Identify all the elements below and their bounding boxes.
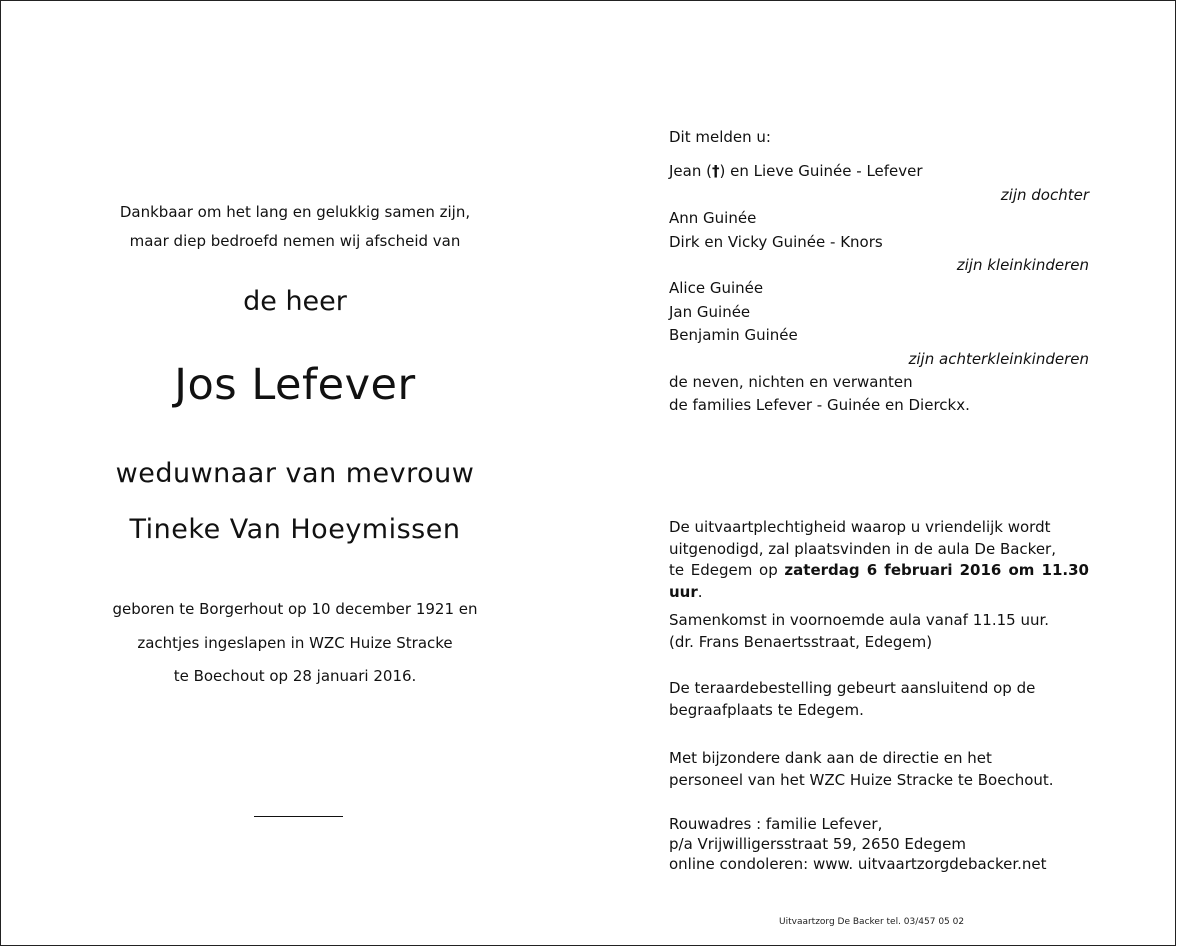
divider-line xyxy=(254,816,343,817)
ceremony-line: De uitvaartplechtigheid waarop u vriendelijk wordt xyxy=(669,518,1051,536)
daughter-line: Jean (†) en Lieve Guinée - Lefever xyxy=(669,162,923,181)
burial-line: De teraardebestelling gebeurt aansluitend op de xyxy=(669,679,1036,697)
birth-line: zachtjes ingeslapen in WZC Huize Stracke xyxy=(137,633,453,652)
intro-line: maar diep bedroefd nemen wij afscheid van xyxy=(129,232,461,250)
ceremony-line: uitgenodigd, zal plaatsvinden in de aula De Backer, xyxy=(669,539,1056,558)
family-line: de neven, nichten en verwanten xyxy=(669,372,913,391)
salutation: de heer xyxy=(243,286,347,317)
intro-text xyxy=(60,198,530,256)
burial-line: begraafplaats te Edegem. xyxy=(669,700,864,719)
family-list xyxy=(669,126,1089,418)
grandchild-name: Dirk en Vicky Guinée - Knors xyxy=(669,232,883,251)
relation-daughter: zijn dochter xyxy=(1000,185,1089,204)
thanks-line: personeel van het WZC Huize Stracke te Boechout. xyxy=(669,770,1054,789)
widow-of: weduwnaar van mevrouw xyxy=(115,458,475,489)
thanks-paragraph xyxy=(669,748,1089,791)
intro-line: Dankbaar om het lang en gelukkig samen zijn, xyxy=(119,203,471,221)
birth-line: te Boechout op 28 januari 2016. xyxy=(173,667,417,685)
gathering-line: (dr. Frans Benaertsstraat, Edegem) xyxy=(669,632,933,651)
cross-icon: † xyxy=(711,162,720,181)
grandchild-name: Ann Guinée xyxy=(669,209,757,228)
great-grandchild-name: Benjamin Guinée xyxy=(669,326,798,345)
footer-text: Uitvaartzorg De Backer tel. 03/457 05 02 xyxy=(779,917,965,927)
great-grandchild-name: Jan Guinée xyxy=(669,302,751,321)
gathering-paragraph xyxy=(669,610,1089,653)
address-line: Rouwadres : familie Lefever, xyxy=(669,815,883,833)
birth-line: geboren te Borgerhout op 10 december 1921 en xyxy=(112,600,478,618)
deceased-name: Jos Lefever xyxy=(174,360,416,410)
address-line: online condoleren: www. uitvaartzorgdebacker.net xyxy=(669,855,1047,873)
spouse-name: Tineke Van Hoeymissen xyxy=(129,514,461,545)
announce-text: Dit melden u: xyxy=(669,128,771,146)
relation-great-grandchildren: zijn achterkleinkinderen xyxy=(908,349,1089,368)
burial-paragraph xyxy=(669,678,1089,721)
thanks-line: Met bijzondere dank aan de directie en het xyxy=(669,749,992,767)
birth-death-text xyxy=(60,593,530,694)
address-block xyxy=(669,814,1089,874)
address-line: p/a Vrijwilligersstraat 59, 2650 Edegem xyxy=(669,835,967,853)
gathering-line: Samenkomst in voornoemde aula vanaf 11.15 uur. xyxy=(669,611,1050,629)
great-grandchild-name: Alice Guinée xyxy=(669,279,764,298)
family-line: de families Lefever - Guinée en Dierckx. xyxy=(669,396,970,415)
ceremony-paragraph xyxy=(669,517,1089,603)
ceremony-datetime: zaterdag 6 februari 2016 om 11.30 uur xyxy=(669,561,1089,601)
ceremony-line: te Edegem op zaterdag 6 februari 2016 om 11.30 uur. xyxy=(669,561,1089,601)
relation-grandchildren: zijn kleinkinderen xyxy=(956,255,1089,274)
